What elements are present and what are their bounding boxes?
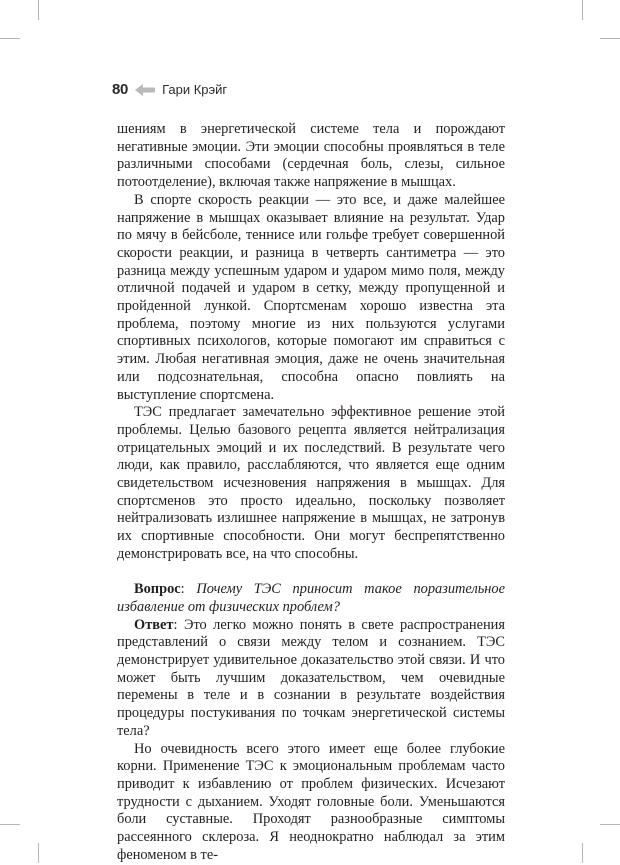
paragraph: Но очевидность всего этого имеет еще более глубокие корни. Применение ТЭС к эмоциональным проблемам часто приводит к избавлению от проблем физических. Исчезают трудности с дыханием. Уходят головные боли. Уменьшаются боли суставные. Проходят разнообразные симптомы рассеянного склероза. Я неоднократно наблюдал за этим феноменом в те-	[117, 740, 505, 863]
paragraph: В спорте скорость реакции — это все, и даже малейшее напряжение в мышцах оказывает влияние на результат. Удар по мячу в бейсболе, теннисе или гольфе требует совершенной скорости реакции, и разница в четверть сантиметра — это разница между успешным ударом и ударом мимо поля, между отличной подачей и ударом в сетку, между пропущенной и пройденной лункой. Спортсменам хорошо известна эта проблема, поэтому многие из них пользуются услугами спортивных психологов, которые помогают им справиться с этим. Любая негативная эмоция, даже не очень значительная или подсознательная, способна опасно повлиять на выступление спортсмена.	[117, 191, 505, 403]
answer-label: Ответ	[134, 616, 174, 633]
page-body	[117, 121, 505, 865]
question-paragraph: Вопрос: Почему ТЭС приносит такое поразительное избавление от физических проблем?	[117, 581, 505, 615]
question-text: Почему ТЭС приносит такое поразительное избавление от физических проблем?	[117, 581, 505, 615]
crop-mark	[582, 843, 583, 863]
answer-text: Это легко можно понять в свете распространения представлений о связи между телом и сознанием. ТЭС демонстрирует удивительное доказательство этой связи. И что может быть лучшим доказательством, чем очевидные перемены в теле и в сознании в результате воздействия процедуры постукивания по точкам энергетической системы тела?	[117, 616, 505, 739]
answer-paragraph: Ответ: Это легко можно понять в свете распространения представлений о связи между телом и сознанием. ТЭС демонстрирует удивительное доказательство этой связи. И что может быть лучшим доказательством, чем очевидные перемены в теле и в сознании в результате воздействия процедуры постукивания по точкам энергетической системы тела?	[117, 616, 505, 739]
page-number: 80	[112, 80, 129, 98]
running-header	[112, 79, 227, 99]
question-label: Вопрос	[134, 581, 181, 598]
crop-mark	[0, 824, 20, 825]
paragraph: шениям в энергетической системе тела и порождают негативные эмоции. Эти эмоции способны проявляться в теле различными способами (сердечная боль, слезы, сильное потоотделение), включая также напряжение в мышцах.	[117, 121, 505, 191]
crop-mark	[582, 0, 583, 20]
crop-mark	[600, 824, 620, 825]
arrow-left-icon	[135, 83, 155, 95]
author-name: Гари Крэйг	[162, 81, 228, 97]
crop-mark	[38, 843, 39, 863]
crop-mark	[0, 38, 20, 39]
crop-mark	[38, 0, 39, 20]
crop-mark	[600, 38, 620, 39]
paragraph: ТЭС предлагает замечательно эффективное решение этой проблемы. Целью базового рецепта является нейтрализация отрицательных эмоций и их последствий. В результате чего люди, как правило, расслабляются, что является еще одним свидетельством исчезновения напряжения в мышцах. Для спортсменов это просто идеально, поскольку позволяет нейтрализовать излишнее напряжение в мышцах, не затронув их спортивные способности. Они могут беспрепятственно демонстрировать все, на что способны.	[117, 404, 505, 562]
